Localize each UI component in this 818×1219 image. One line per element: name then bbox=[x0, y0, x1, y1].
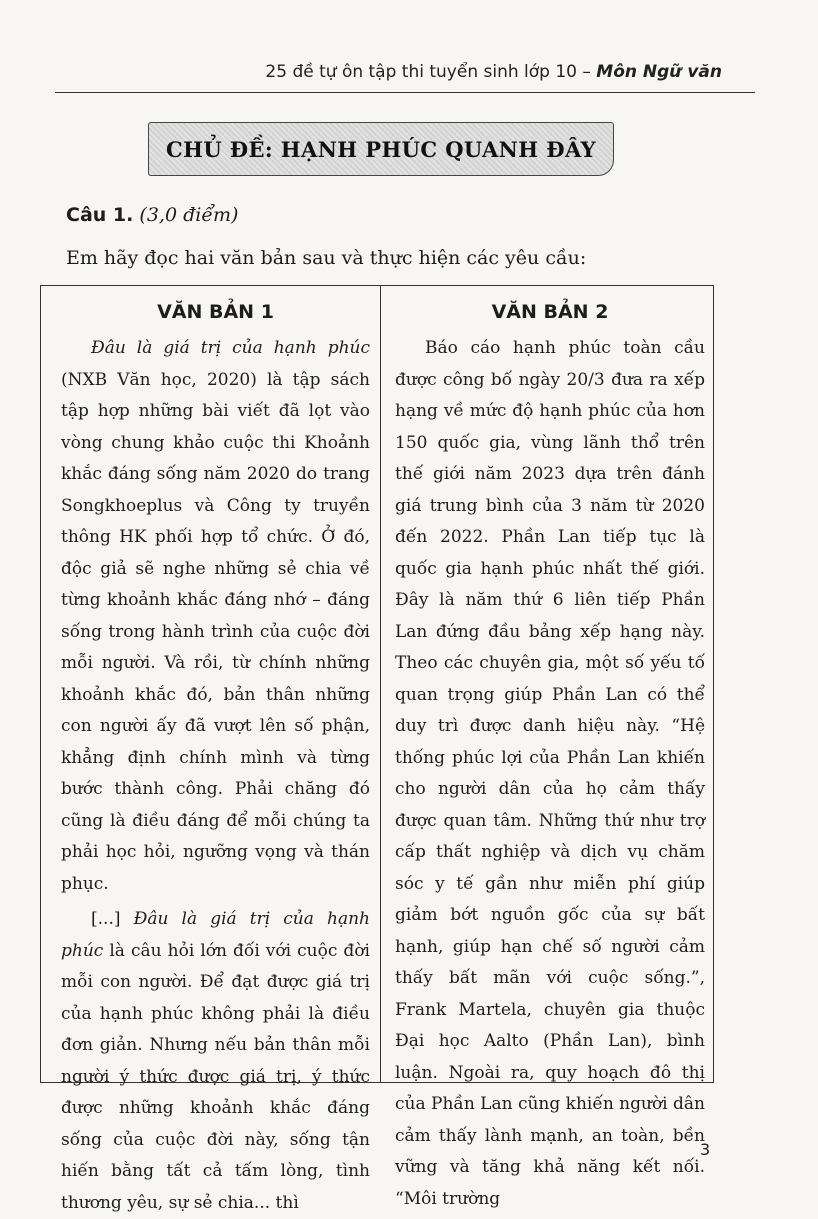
topic-banner bbox=[148, 122, 614, 176]
topic-title: CHỦ ĐỀ: HẠNH PHÚC QUANH ĐÂY bbox=[165, 136, 597, 162]
reading-texts-table bbox=[40, 285, 714, 1213]
subject-name: Môn Ngữ văn bbox=[596, 62, 722, 82]
header-rule bbox=[55, 92, 755, 93]
text-2-column bbox=[381, 286, 713, 1209]
page-number: 3 bbox=[700, 1140, 711, 1159]
page-header bbox=[0, 0, 818, 92]
text-1-paragraph-2: [...] Đâu là giá trị của hạnh phúc là câu hỏi lớn đối với cuộc đời mỗi con người. Để đạt được giá trị của hạnh phúc không phải là điều đơn giản. Nhưng nếu bản thân mỗi người ý thức được giá trị, ý thức được những khoảnh khắc đáng sống của cuộc đời này, sống tận hiến bằng tất cả tấm lòng, tình thương yêu, sự sẻ chia... thì bbox=[61, 909, 370, 1213]
book-title-italic-2: Đâu là giá trị của hạnh phúc bbox=[61, 909, 370, 961]
running-header bbox=[265, 62, 722, 82]
text-1-column bbox=[41, 286, 381, 1213]
text-1-title: VĂN BẢN 1 bbox=[157, 301, 274, 323]
text-2-paragraph-1: Báo cáo hạnh phúc toàn cầu được công bố ngày 20/3 đưa ra xếp hạng về mức độ hạnh phúc của hơn 150 quốc gia, vùng lãnh thổ trên thế giới năm 2023 dựa trên đánh giá trung bình của 3 năm từ 2020 đến 2022. Phần Lan tiếp tục là quốc gia hạnh phúc nhất thế giới. Đây là năm thứ 6 liên tiếp Phần Lan đứng đầu bảng xếp hạng này. Theo các chuyên gia, một số yếu tố quan trọng giúp Phần Lan có thể duy trì được danh hiệu này. “Hệ thống phúc lợi của Phần Lan khiến cho người dân của họ cảm thấy được quan tâm. Những thứ như trợ cấp thất nghiệp và dịch vụ chăm sóc y tế gần như miễn phí giúp giảm bớt nguồn gốc của sự bất hạnh, giúp hạn chế số người cảm thấy bất mãn với cuộc sống.”, Frank Martela, chuyên gia thuộc Đại học Aalto (Phần Lan), bình luận. Ngoài ra, quy hoạch đô thị của Phần Lan cũng khiến người dân cảm thấy lành mạnh, an toàn, bền vững và tăng khả năng kết nối. “Môi trường bbox=[395, 338, 705, 1209]
question-instruction: Em hãy đọc hai văn bản sau và thực hiện các yêu cầu: bbox=[66, 247, 587, 269]
text-2-title: VĂN BẢN 2 bbox=[491, 301, 609, 323]
question-label: Câu 1. bbox=[66, 204, 134, 226]
book-title-italic: Đâu là giá trị của hạnh phúc bbox=[91, 338, 370, 358]
book-title: 25 đề tự ôn tập thi tuyển sinh lớp 10 – bbox=[265, 62, 597, 82]
question-heading bbox=[66, 204, 238, 226]
text-1-paragraph-1: Đâu là giá trị của hạnh phúc (NXB Văn học, 2020) là tập sách tập hợp những bài viết đã lọt vào vòng chung khảo cuộc thi Khoảnh khắc đáng sống năm 2020 do trang Songkhoeplus và Công ty truyền thông HK phối hợp tổ chức. Ở đó, độc giả sẽ nghe những sẻ chia về từng khoảnh khắc đáng nhớ – đáng sống trong hành trình của cuộc đời mỗi người. Và rồi, từ chính những khoảnh khắc đó, bản thân những con người ấy đã vượt lên số phận, khẳng định chính mình và từng bước thành công. Phải chăng đó cũng là điều đáng để mỗi chúng ta phải học hỏi, ngưỡng vọng và thán phục. bbox=[61, 338, 370, 894]
question-points: (3,0 điểm) bbox=[139, 204, 239, 226]
